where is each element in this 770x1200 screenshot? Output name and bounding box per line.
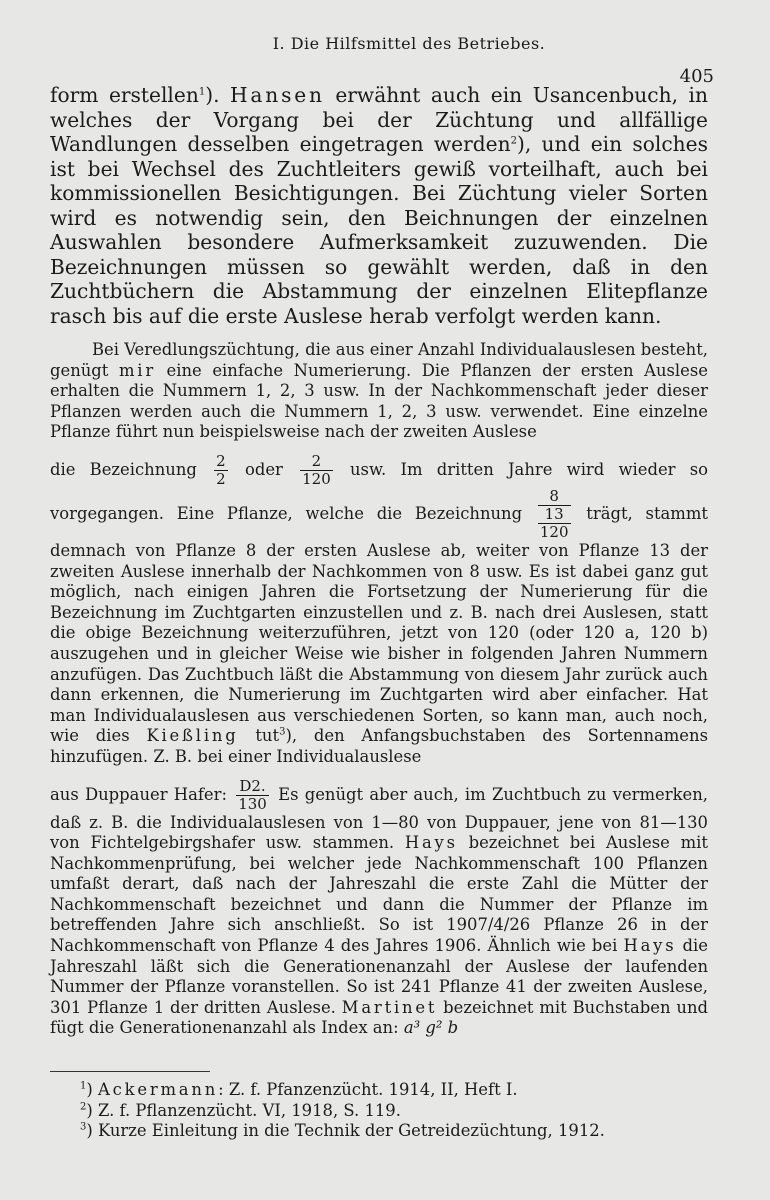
formula: a³ g² b (403, 1018, 459, 1038)
text: ), den Anfangsbuchstaben des Sortennamens hinzufügen. Z. B. bei einer Individualauslese (50, 726, 708, 766)
footnote: $^2$) Z. f. Pflanzenzücht. VI, 1918, S. 119. (80, 1100, 401, 1120)
author-name: Kießling (146, 726, 239, 746)
footnote-ref: 1 (198, 86, 206, 98)
paragraph-2 (50, 340, 708, 443)
text: Bei Veredlungszüchtung, die aus einer Anzahl Individualauslesen besteht, genügt (50, 340, 708, 380)
footnote: $^1$) Ackermann: Z. f. Pfanzenzücht. 1914, II, Heft I. (80, 1080, 518, 1100)
footnote-separator (50, 1071, 210, 1072)
footnote-ref: 2 (510, 135, 517, 147)
footnote-ref: 3 (279, 726, 286, 738)
fraction (214, 453, 228, 488)
text: ). (205, 83, 231, 107)
text: usw. Im dritten Jahre wird wieder so vorgegangen. Eine Pflanze, welche die Bezeichnung (50, 459, 709, 523)
paragraph-2-end (50, 778, 708, 1040)
paragraph-1 (50, 83, 708, 328)
numerator: 8 (549, 486, 559, 505)
text: Es genügt aber auch, im Zuchtbuch zu vermerken, daß z. B. die Individualauslesen von 1—80 von Duppauer, jene von 81—130 von Fichtelgebirgshafer usw. stammen. (50, 784, 708, 853)
author-name: Martinet (341, 997, 438, 1017)
page-number: 405 (679, 66, 714, 87)
numerator: 2 (300, 453, 333, 471)
numerator: D2. (236, 778, 269, 796)
author-name: Hays (404, 833, 458, 853)
footnote-text: Kurze Einleitung in die Technik der Getreidezüchtung, 1912. (97, 1121, 605, 1141)
text: die Jahreszahl läßt sich die Generationenanzahl der Auslese der laufenden Nummer der Pflanze voranstellen. So ist 241 Pflanze 41 der zweiten Auslese, 301 Pflanze 1 der dritten Auslese. (50, 936, 708, 1017)
author-name: Hays (623, 936, 677, 956)
text: bezeichnet mit Buchstaben und fügt die Generationenanzahl als Index an: (50, 997, 708, 1038)
text: oder (244, 459, 283, 479)
footnote-text: : Z. f. Pfanzenzücht. 1914, II, Heft I. (218, 1080, 518, 1100)
text: ), und ein solches ist bei Wechsel des Zuchtleiters gewiß vorteilhaft, auch bei kommissionellen Besichtigungen. Bei Züchtung vieler Sorten wird es notwendig sein, den Beichnungen der einzelnen Auswahlen besondere Aufmerksamkeit zuzuwenden. Die Bezeichnungen müssen so gewählt werden, daß in den Zuchtbüchern die Abstammung der einzelnen Elitepflanze rasch bis auf die erste Auslese herab verfolgt werden kann. (50, 132, 708, 328)
denominator: 120 (302, 469, 331, 488)
text: trägt, stammt demnach von Pflanze 8 der ersten Auslese ab, weiter von Pflanze 13 der zweiten Auslese innerhalb der Nachkommen von 8 usw. Es ist dabei ganz gut möglich, nach einigen Jahren die Fortsetzung der Numerierung für die Bezeichnung im Zuchtgarten einzustellen und z. B. nach drei Auslesen, statt die obige Bezeichnung weiterzuführen, jetzt von 120 (oder 120 a, 120 b) auszugehen und in gleicher Weise wie bisher in folgenden Jahren Nummern anzufügen. Das Zuchtbuch läßt die Abstammung von diesem Jahr zurück auch dann erkennen, die Numerierung im Zuchtgarten wird aber einfacher. Hat man Individualauslesen aus verschiedenen Sorten, so kann man, auch noch, wie dies (50, 503, 708, 746)
footnote-mark: 2 (80, 1101, 87, 1113)
footnote-mark: 1 (80, 1080, 87, 1092)
middle: 13 (538, 505, 571, 524)
footnote-mark: 3 (80, 1121, 87, 1133)
denominator: 130 (238, 794, 267, 813)
numerator: 2 (216, 451, 226, 470)
text: bezeichnet bei Auslese mit Nachkommenprüfung, bei welcher jede Nachkommenschaft 100 Pflanzen umfaßt derart, daß nach der Jahreszahl die erste Zahl die Mütter der Nachkommenschaft bezeichnet und dann die Nummer der Pflanze im betreffenden Jahre sich anschließt. So ist 1907/4/26 Pflanze 26 in der Nachkommenschaft von Pflanze 4 des Jahres 1906. Ähnlich wie bei (50, 833, 708, 956)
fraction (300, 453, 333, 488)
text: erwähnt auch ein Usancenbuch, in welches der Vorgang bei der Züchtung und allfällige Wandlungen desselben eingetragen werden (50, 83, 708, 156)
paragraph-2-cont (50, 453, 708, 768)
author-name: Hansen (230, 83, 325, 107)
author-name: Ackermann (97, 1080, 219, 1100)
denominator: 2 (216, 469, 226, 488)
text: tut (238, 726, 280, 746)
footnote-text: Z. f. Pflanzenzücht. VI, 1918, S. 119. (97, 1100, 401, 1120)
text: die Bezeichnung (50, 459, 197, 479)
fraction (538, 488, 571, 541)
text: form erstellen (50, 83, 199, 107)
emphasis: mir (118, 360, 156, 380)
denominator: 120 (539, 522, 569, 541)
text: aus Duppauer Hafer: (50, 784, 227, 804)
text: eine einfache Numerierung. Die Pflanzen der ersten Auslese erhalten die Nummern 1, 2, 3 usw. In der Nachkommenschaft jeder dieser Pflanzen werden auch die Nummern 1, 2, 3 usw. verwendet. Eine einzelne Pflanze führt nun beispielsweise nach der zweiten Auslese (50, 360, 708, 442)
running-head: I. Die Hilfsmittel des Betriebes. (272, 34, 546, 53)
fraction (236, 778, 269, 813)
footnote: $^3$) Kurze Einleitung in die Technik der Getreidezüchtung, 1912. (80, 1121, 605, 1141)
